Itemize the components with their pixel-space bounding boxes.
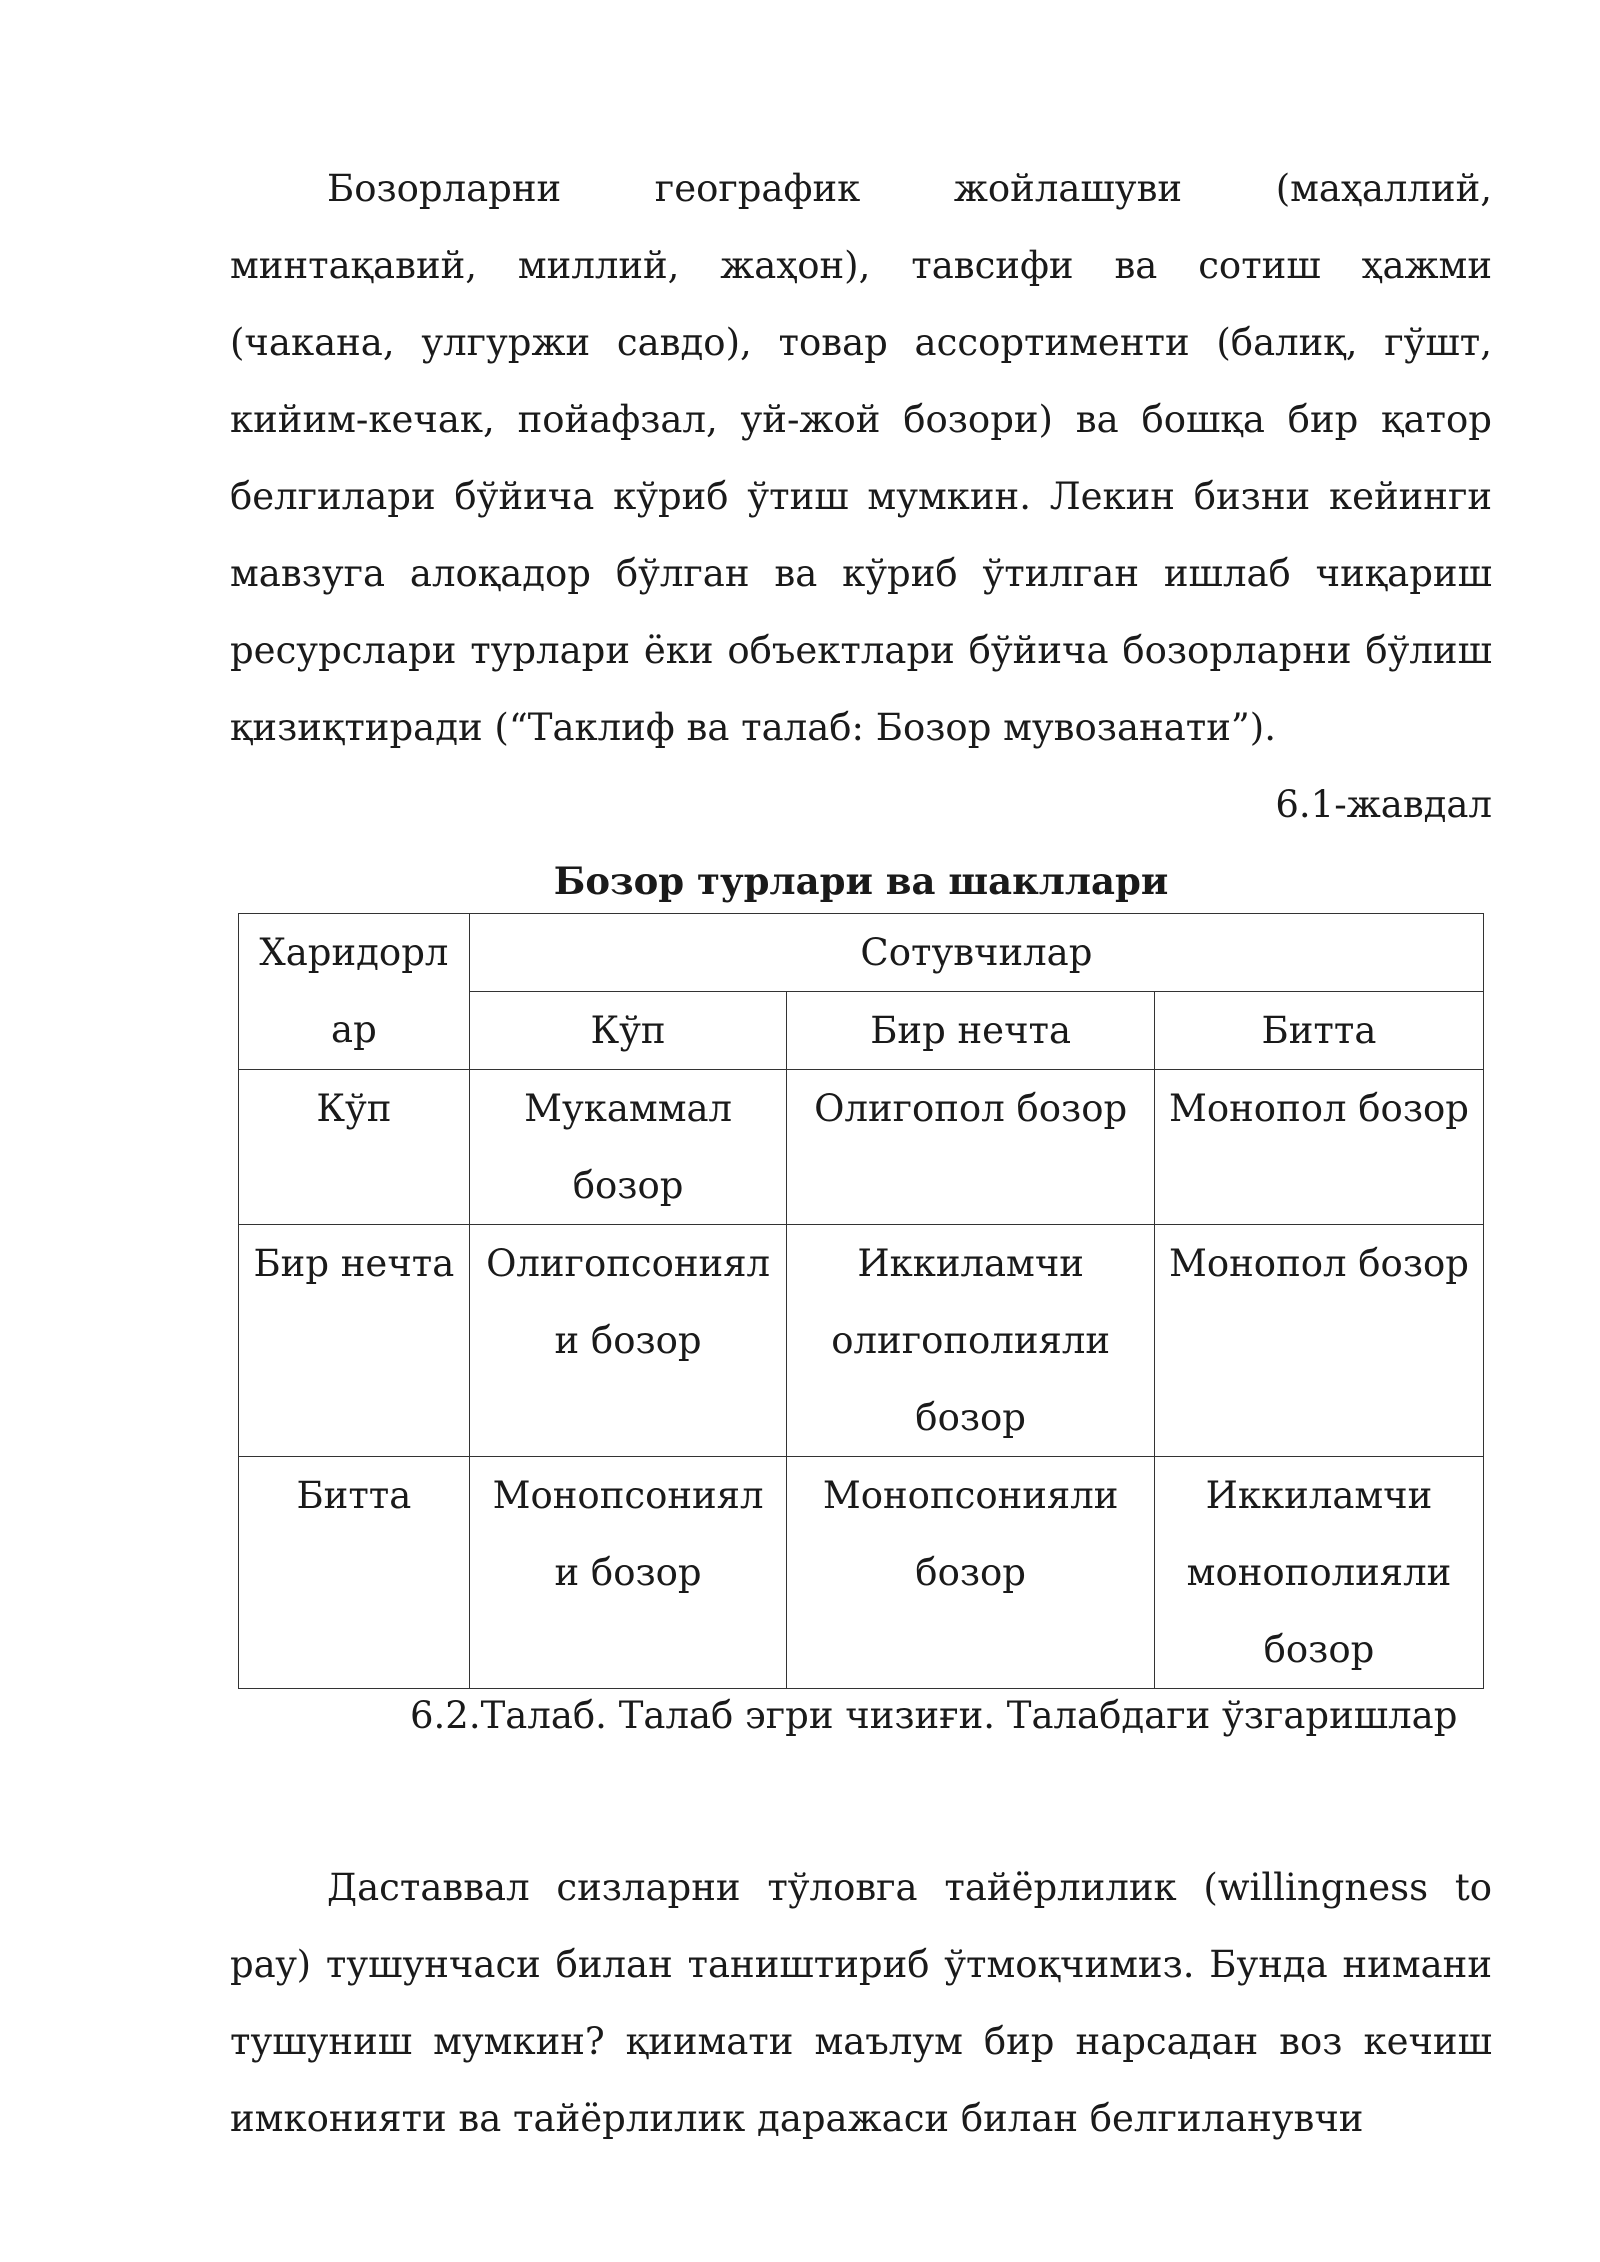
table-row (239, 1070, 1484, 1225)
table-cell: Олигопсониял и бозор (469, 1225, 787, 1457)
corner-label: Харидорл ар (259, 931, 449, 1051)
buyer-label: Кўп (239, 1070, 470, 1225)
table-row (239, 1225, 1484, 1457)
document-page (230, 150, 1492, 2157)
buyer-label: Бир нечта (239, 1225, 470, 1457)
table-cell: Монопол бозор (1154, 1070, 1483, 1225)
table-cell: Иккиламчи олигополияли бозор (787, 1225, 1155, 1457)
table-cell: Мукаммал бозор (469, 1070, 787, 1225)
table-corner-cell (239, 914, 470, 1070)
table-cell: Монопсониял и бозор (469, 1457, 787, 1689)
table-cell: Иккиламчи монополияли бозор (1154, 1457, 1483, 1689)
table-number: 6.1-жавдал (1275, 783, 1492, 826)
table-cell: Монопсонияли бозор (787, 1457, 1155, 1689)
table-cell: Олигопол бозор (787, 1070, 1155, 1225)
seller-col-several: Бир нечта (787, 992, 1155, 1070)
body-paragraph: Даставвал сизларни тўловга тайёрлилик (willingness to pay) тушунчаси билан таништириб ўтмоқчимиз. Бунда нимани тушуниш мумкин? қиимати маълум бир нарсадан воз кечиш имконияти ва тайёрлилик даражаси билан белгиланувчи (230, 1866, 1492, 2140)
table-row (239, 1457, 1484, 1689)
seller-col-many: Кўп (469, 992, 787, 1070)
intro-paragraph: Бозорларни географик жойлашуви (маҳаллий, минтақавий, миллий, жаҳон), тавсифи ва сотиш ҳажми (чакана, улгуржи савдо), товар ассортименти (балиқ, гўшт, кийим-кечак, пойафзал, уй-жой бозори) ва бошқа бир қатор белгилари бўйича кўриб ўтиш мумкин. Лекин бизни кейинги мавзуга алоқадор бўлган ва кўриб ўтилган ишлаб чиқариш ресурслари турлари ёки объектлари бўйича бозорларни бўлиш қизиқтиради (“Таклиф ва талаб: Бозор мувозанати”). (230, 167, 1492, 749)
sellers-header-cell: Сотувчилар (469, 914, 1483, 992)
buyer-label: Битта (239, 1457, 470, 1689)
market-types-table (238, 913, 1484, 1689)
section-heading: 6.2.Талаб. Талаб эгри чизиғи. Талабдаги ўзгаришлар (410, 1694, 1458, 1737)
seller-col-one: Битта (1154, 992, 1483, 1070)
table-title: Бозор турлари ва шакллари (553, 859, 1169, 903)
table-cell: Монопол бозор (1154, 1225, 1483, 1457)
